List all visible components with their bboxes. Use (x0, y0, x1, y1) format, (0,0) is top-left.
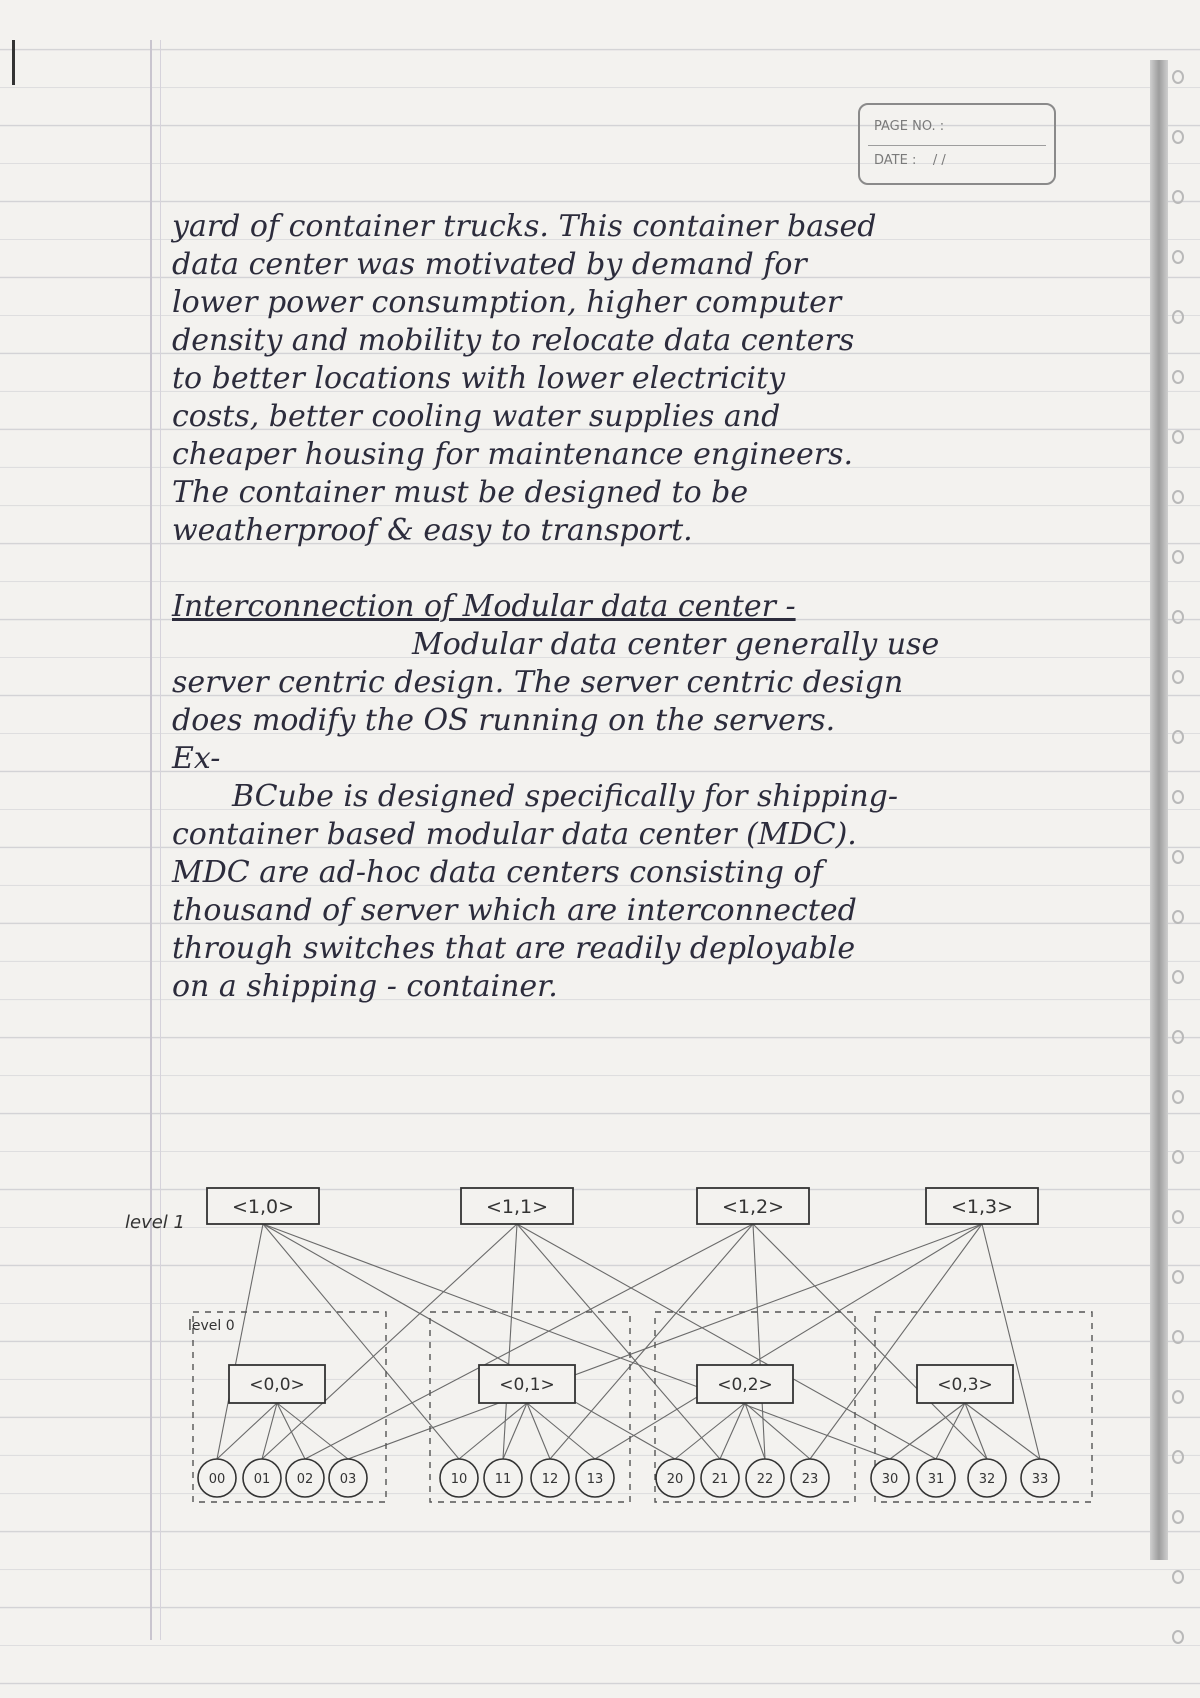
server-label: 31 (927, 1472, 945, 1487)
level1-switch-label: <1,1> (485, 1196, 549, 1218)
text-line: container based modular data center (MDC). (172, 817, 857, 852)
link-line (277, 1403, 305, 1459)
text-line: weatherproof & easy to transport. (172, 513, 693, 548)
text-line: data center was motivated by demand for (172, 247, 807, 282)
link-line (263, 1224, 675, 1459)
link-lines (217, 1224, 1040, 1459)
link-line (675, 1403, 745, 1459)
text-line: density and mobility to relocate data centers (172, 323, 855, 358)
text-line: to better locations with lower electricity (172, 361, 786, 396)
date-value: / / (932, 153, 946, 168)
level0-switch-label: <0,2> (717, 1375, 773, 1395)
link-line (503, 1224, 517, 1459)
text-line: does modify the OS running on the servers. (172, 703, 836, 738)
link-line (527, 1403, 550, 1459)
text-line: yard of container trucks. This container based (172, 209, 877, 244)
switch-and-server-nodes (198, 1188, 1059, 1497)
text-line: costs, better cooling water supplies and (172, 399, 781, 434)
link-line (217, 1224, 263, 1459)
link-line (263, 1224, 890, 1459)
text-line: Modular data center generally use (412, 627, 940, 662)
text-line: cheaper housing for maintenance engineers. (172, 437, 854, 472)
text-line: The container must be designed to be (172, 475, 749, 510)
link-line (720, 1403, 745, 1459)
server-label: 22 (756, 1472, 774, 1487)
link-line (810, 1224, 982, 1459)
server-label: 30 (881, 1472, 899, 1487)
server-label: 11 (494, 1472, 512, 1487)
server-label: 21 (711, 1472, 729, 1487)
link-line (277, 1403, 348, 1459)
server-label: 00 (208, 1472, 226, 1487)
link-line (305, 1224, 753, 1459)
server-label: 13 (586, 1472, 604, 1487)
link-line (890, 1403, 965, 1459)
server-label: 33 (1031, 1472, 1049, 1487)
level0-label: level 0 (188, 1318, 235, 1334)
section-heading: Interconnection of Modular data center - (172, 589, 796, 624)
level1-label: level 1 (125, 1212, 185, 1233)
text-line: BCube is designed specifically for shipping- (232, 779, 899, 814)
link-line (753, 1224, 765, 1459)
level1-switch-label: <1,3> (950, 1196, 1014, 1218)
example-label: Ex- (172, 741, 221, 776)
text-line: lower power consumption, higher computer (172, 285, 842, 320)
text-line: on a shipping - container. (172, 969, 558, 1004)
text-line: MDC are ad-hoc data centers consisting of (172, 855, 823, 890)
link-line (263, 1224, 459, 1459)
level1-switch-label: <1,0> (231, 1196, 295, 1218)
level1-switch-label: <1,2> (721, 1196, 785, 1218)
link-line (503, 1403, 527, 1459)
server-label: 03 (339, 1472, 357, 1487)
link-line (459, 1403, 527, 1459)
server-label: 10 (450, 1472, 468, 1487)
text-line: server centric design. The server centric design (172, 665, 904, 700)
server-label: 01 (253, 1472, 271, 1487)
level0-switch-label: <0,1> (499, 1375, 555, 1395)
link-line (527, 1403, 595, 1459)
server-label: 32 (978, 1472, 996, 1487)
server-label: 02 (296, 1472, 314, 1487)
server-label: 20 (666, 1472, 684, 1487)
level0-switch-label: <0,3> (937, 1375, 993, 1395)
link-line (262, 1403, 277, 1459)
date-label: DATE : / / (874, 153, 946, 168)
text-line: thousand of server which are interconnected (172, 893, 857, 928)
link-line (517, 1224, 720, 1459)
server-label: 23 (801, 1472, 819, 1487)
link-line (982, 1224, 1040, 1459)
level0-cells (193, 1312, 1092, 1502)
level0-switch-label: <0,0> (249, 1375, 305, 1395)
link-line (348, 1224, 982, 1459)
page-no-label: PAGE NO. : (874, 119, 945, 134)
text-line: through switches that are readily deployable (172, 931, 856, 966)
server-label: 12 (541, 1472, 559, 1487)
link-line (262, 1224, 517, 1459)
